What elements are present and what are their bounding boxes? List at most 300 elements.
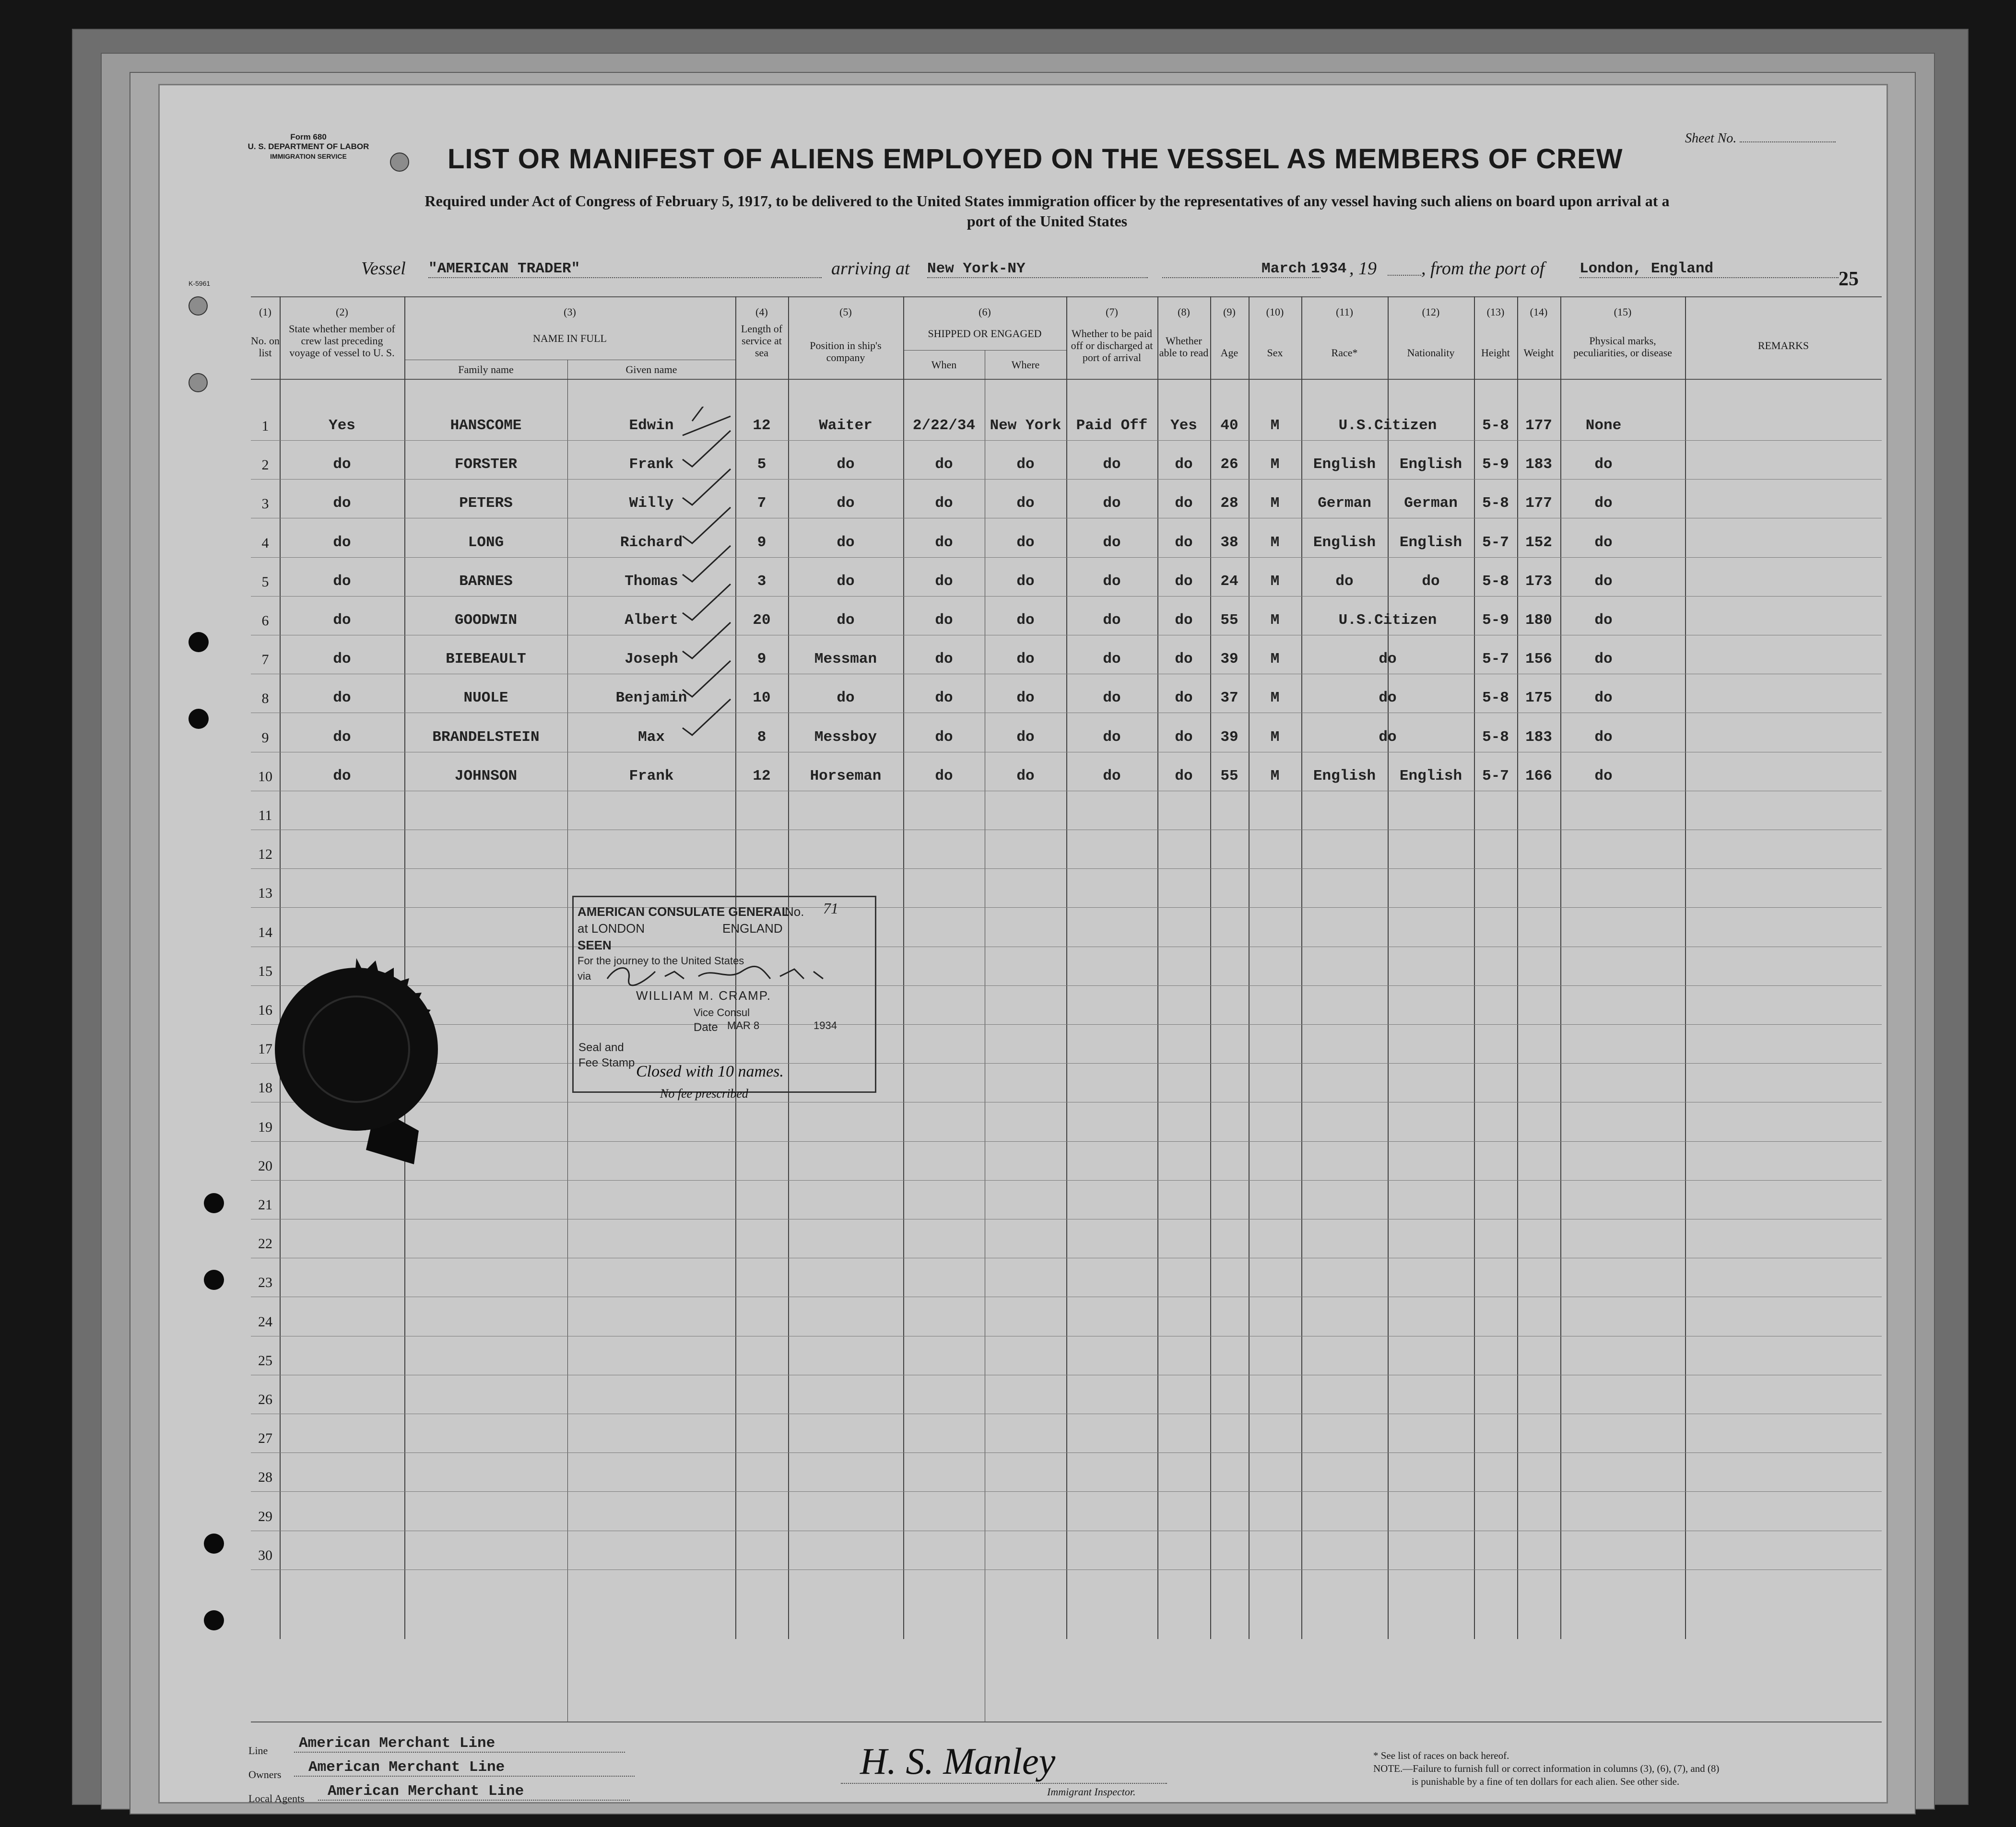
row-rule xyxy=(251,596,1882,597)
cell-height: 5-8 xyxy=(1482,573,1509,590)
cell-sex: M xyxy=(1270,456,1280,473)
cell-race: U.S.Citizen xyxy=(1338,417,1437,434)
owners-value: American Merchant Line xyxy=(294,1759,635,1777)
cell-sex: M xyxy=(1270,728,1280,746)
stamp-country: ENGLAND xyxy=(722,921,783,936)
year-prefix: , 19 xyxy=(1349,258,1377,279)
cell-marks: do xyxy=(1594,573,1613,590)
cell-sex: M xyxy=(1270,767,1280,785)
arrival-port: New York-NY xyxy=(927,260,1148,278)
cell-when: do xyxy=(935,456,953,473)
cell-weight: 173 xyxy=(1525,573,1552,590)
cell-where: do xyxy=(1016,690,1035,707)
cell-height: 5-7 xyxy=(1482,534,1509,551)
given-name-header: Given name xyxy=(625,363,677,375)
cell-race: do xyxy=(1335,573,1354,590)
note-failure: NOTE.—Failure to furnish full or correct information in columns (3), (6), (7), and (8) xyxy=(1373,1763,1720,1774)
line-value: American Merchant Line xyxy=(294,1735,625,1753)
cell-service: 8 xyxy=(757,728,766,746)
cell-given: Albert xyxy=(625,612,678,629)
cell-sex: M xyxy=(1270,612,1280,629)
cell-prev: do xyxy=(333,573,351,590)
cell-sex: M xyxy=(1270,690,1280,707)
handwritten-closed-note: Closed with 10 names. xyxy=(636,1063,784,1080)
cell-when: do xyxy=(935,612,953,629)
cell-position: Messman xyxy=(814,651,877,668)
stamp-seen: SEEN xyxy=(578,938,612,952)
subtitle-line-2: port of the United States xyxy=(967,212,1128,230)
row-number: 21 xyxy=(258,1197,272,1213)
col-4-header: Length of service at sea xyxy=(741,323,783,359)
cell-when: 2/22/34 xyxy=(912,417,976,434)
row-number: 8 xyxy=(261,691,269,707)
cell-family: BRANDELSTEIN xyxy=(432,728,540,746)
col-2-header: State whether member of crew last preceding voyage of vessel to U. S. xyxy=(289,323,395,359)
col-divider xyxy=(567,360,568,1722)
cell-service: 3 xyxy=(757,573,766,590)
binder-hole xyxy=(204,1610,224,1630)
cell-where: do xyxy=(1016,612,1035,629)
col-12-num: (12) xyxy=(1422,306,1440,318)
row-number: 18 xyxy=(258,1080,272,1096)
row-rule xyxy=(251,1063,1882,1064)
col-13-num: (13) xyxy=(1486,306,1505,318)
remarks-header: REMARKS xyxy=(1757,340,1809,351)
col-10-header: Sex xyxy=(1267,347,1283,359)
row-number: 19 xyxy=(258,1119,272,1135)
cell-when: do xyxy=(935,495,953,512)
owners-label: Owners xyxy=(248,1768,282,1780)
cell-race: do xyxy=(1379,651,1397,668)
row-rule xyxy=(251,907,1882,908)
handwritten-fee-note: No fee prescribed xyxy=(660,1087,748,1101)
row-number: 2 xyxy=(261,457,269,473)
cell-sex: M xyxy=(1270,417,1280,434)
cell-height: 5-8 xyxy=(1482,728,1509,746)
cell-when: do xyxy=(935,767,953,785)
row-number: 27 xyxy=(258,1430,272,1447)
cell-paid: do xyxy=(1103,495,1121,512)
cell-sex: M xyxy=(1270,495,1280,512)
cell-prev: do xyxy=(333,534,351,551)
stamp-date-value: MAR 8 xyxy=(727,1019,760,1031)
cell-given: Max xyxy=(638,728,665,746)
row-number: 12 xyxy=(258,846,272,863)
cell-position: Waiter xyxy=(819,417,872,434)
row-rule xyxy=(251,1024,1882,1025)
row-number: 22 xyxy=(258,1236,272,1252)
cell-position: Messboy xyxy=(814,728,877,746)
cell-read: do xyxy=(1175,767,1193,785)
when-header: When xyxy=(931,359,957,371)
form-number: Form 680 xyxy=(290,132,327,141)
cell-where: do xyxy=(1016,495,1035,512)
cell-position: do xyxy=(837,690,855,707)
row-rule xyxy=(251,1180,1882,1181)
cell-race: do xyxy=(1379,690,1397,707)
vessel-name: "AMERICAN TRADER" xyxy=(428,260,822,278)
binder-hole xyxy=(189,373,208,392)
cell-age: 39 xyxy=(1220,728,1238,746)
cell-where: do xyxy=(1016,573,1035,590)
row-rule xyxy=(251,1491,1882,1492)
year-blank xyxy=(1388,275,1421,276)
arriving-label: arriving at xyxy=(831,258,910,279)
cell-service: 9 xyxy=(757,651,766,668)
cell-family: JOHNSON xyxy=(454,767,518,785)
cell-prev: do xyxy=(333,728,351,746)
cell-given: Frank xyxy=(629,767,674,785)
cell-read: do xyxy=(1175,612,1193,629)
cell-nationality: English xyxy=(1399,456,1462,473)
row-rule xyxy=(251,440,1882,441)
cell-family: GOODWIN xyxy=(454,612,518,629)
cell-family: LONG xyxy=(468,534,504,551)
cell-when: do xyxy=(935,573,953,590)
cell-when: do xyxy=(935,690,953,707)
subtitle-line-1: Required under Act of Congress of February 5, 1917, to be delivered to the United States immigration officer by the representatives of any vessel having such aliens on board upon arrival at a xyxy=(424,192,1670,210)
binder-hole xyxy=(390,152,409,172)
cell-paid: do xyxy=(1103,534,1121,551)
cell-read: do xyxy=(1175,534,1193,551)
cell-marks: do xyxy=(1594,612,1613,629)
cell-read: do xyxy=(1175,573,1193,590)
col-3-num: (3) xyxy=(564,306,576,318)
row-number: 20 xyxy=(258,1158,272,1174)
consul-signature xyxy=(602,962,833,988)
cell-family: HANSCOME xyxy=(450,417,522,434)
cell-weight: 166 xyxy=(1525,767,1552,785)
stamp-date-label: Date xyxy=(694,1021,718,1034)
stamp-date-year: 1934 xyxy=(813,1019,837,1031)
cell-race: English xyxy=(1313,767,1376,785)
cell-prev: do xyxy=(333,767,351,785)
sheet-number-label: Sheet No. xyxy=(1685,131,1737,146)
col-14-num: (14) xyxy=(1530,306,1548,318)
stamp-seal-label: Seal and xyxy=(578,1041,624,1054)
manifest-sheet xyxy=(158,84,1888,1804)
cell-family: BIEBEAULT xyxy=(446,651,526,668)
cell-nationality: English xyxy=(1399,534,1462,551)
col-15-header: Physical marks, peculiarities, or disease xyxy=(1573,335,1672,359)
cell-marks: do xyxy=(1594,767,1613,785)
cell-age: 39 xyxy=(1220,651,1238,668)
cell-age: 40 xyxy=(1220,417,1238,434)
from-port: London, England xyxy=(1580,260,1839,278)
wax-seal-icon xyxy=(260,949,481,1179)
cell-given: Benjamin xyxy=(615,690,687,707)
col-13-header: Height xyxy=(1481,347,1510,359)
col-6-num: (6) xyxy=(979,306,991,318)
row-number: 29 xyxy=(258,1508,272,1524)
col-12-header: Nationality xyxy=(1407,347,1455,359)
cell-read: do xyxy=(1175,495,1193,512)
cell-where: do xyxy=(1016,651,1035,668)
cell-prev: do xyxy=(333,651,351,668)
row-rule xyxy=(251,985,1882,986)
binder-hole xyxy=(189,296,208,316)
cell-paid: do xyxy=(1103,651,1121,668)
cell-sex: M xyxy=(1270,573,1280,590)
cell-race: English xyxy=(1313,456,1376,473)
binder-hole xyxy=(204,1270,224,1290)
cell-where: do xyxy=(1016,728,1035,746)
cell-weight: 156 xyxy=(1525,651,1552,668)
cell-race: German xyxy=(1318,495,1371,512)
cell-race: U.S.Citizen xyxy=(1338,612,1437,629)
cell-marks: do xyxy=(1594,456,1613,473)
inspector-label: Immigrant Inspector. xyxy=(1047,1786,1136,1798)
cell-given: Richard xyxy=(620,534,683,551)
footer-notes xyxy=(1373,1749,1805,1788)
cell-where: do xyxy=(1016,534,1035,551)
stock-code: K-5961 xyxy=(189,280,211,287)
cell-read: do xyxy=(1175,728,1193,746)
family-name-header: Family name xyxy=(458,363,514,375)
sheet-page-number: 25 xyxy=(1839,268,1859,290)
row-number: 7 xyxy=(261,652,269,668)
cell-prev: do xyxy=(333,690,351,707)
row-number: 13 xyxy=(258,885,272,902)
col-1-header: No. on list xyxy=(251,335,280,359)
cell-sex: M xyxy=(1270,651,1280,668)
binder-hole xyxy=(204,1534,224,1554)
cell-family: NUOLE xyxy=(463,690,508,707)
stamp-no-value: 71 xyxy=(823,900,838,917)
col-15-num: (15) xyxy=(1614,306,1632,318)
row-number: 25 xyxy=(258,1352,272,1369)
cell-when: do xyxy=(935,728,953,746)
page-title: LIST OR MANIFEST OF ALIENS EMPLOYED ON THE VESSEL AS MEMBERS OF CREW xyxy=(448,143,1623,175)
form-subtitle xyxy=(256,191,1839,231)
row-rule xyxy=(251,868,1882,869)
arrival-year-typed: 1934 xyxy=(1311,260,1347,277)
col-3-header: NAME IN FULL xyxy=(533,332,607,344)
col-5-header: Position in ship's company xyxy=(810,340,882,363)
cell-marks: do xyxy=(1594,690,1613,707)
vessel-label: Vessel xyxy=(361,258,406,279)
row-number: 9 xyxy=(261,729,269,746)
cell-weight: 175 xyxy=(1525,690,1552,707)
cell-prev: do xyxy=(333,456,351,473)
cell-position: do xyxy=(837,456,855,473)
col-5-num: (5) xyxy=(839,306,852,318)
cell-prev: do xyxy=(333,612,351,629)
cell-age: 37 xyxy=(1220,690,1238,707)
cell-age: 26 xyxy=(1220,456,1238,473)
col-7-header: Whether to be paid off or discharged at port of arrival xyxy=(1071,328,1153,363)
col-9-num: (9) xyxy=(1223,306,1236,318)
cell-weight: 152 xyxy=(1525,534,1552,551)
cell-marks: do xyxy=(1594,651,1613,668)
cell-height: 5-9 xyxy=(1482,612,1509,629)
stamp-printed-name: WILLIAM M. CRAMP. xyxy=(636,988,772,1003)
consulate-title: AMERICAN CONSULATE GENERAL xyxy=(578,904,790,919)
agents-value: American Merchant Line xyxy=(318,1783,630,1801)
stamp-journey: For the journey to the United States xyxy=(578,955,744,967)
row-rule xyxy=(251,479,1882,480)
from-port-label: , from the port of xyxy=(1421,258,1545,279)
col-8-num: (8) xyxy=(1178,306,1190,318)
col-2-num: (2) xyxy=(336,306,348,318)
stamp-fee-label: Fee Stamp xyxy=(578,1056,635,1069)
inspector-signature-text: H. S. Manley xyxy=(860,1740,1056,1782)
cell-weight: 180 xyxy=(1525,612,1552,629)
cell-age: 55 xyxy=(1220,767,1238,785)
cell-height: 5-8 xyxy=(1482,495,1509,512)
cell-position: Horseman xyxy=(810,767,882,785)
row-number: 23 xyxy=(258,1275,272,1291)
row-number: 10 xyxy=(258,768,272,785)
cell-where: New York xyxy=(990,417,1061,434)
cell-position: do xyxy=(837,534,855,551)
department-name: U. S. DEPARTMENT OF LABOR xyxy=(248,142,369,151)
cell-weight: 183 xyxy=(1525,728,1552,746)
binder-hole xyxy=(189,632,209,652)
col-10-num: (10) xyxy=(1266,306,1284,318)
cell-where: do xyxy=(1016,767,1035,785)
cell-paid: do xyxy=(1103,767,1121,785)
binder-hole xyxy=(189,709,209,729)
cell-service: 20 xyxy=(753,612,771,629)
col-6-header: SHIPPED OR ENGAGED xyxy=(928,328,1042,340)
cell-read: do xyxy=(1175,690,1193,707)
row-rule xyxy=(251,1141,1882,1142)
service-name: IMMIGRATION SERVICE xyxy=(270,152,347,160)
row-number: 4 xyxy=(261,535,269,551)
row-number: 1 xyxy=(261,418,269,434)
cell-given: Frank xyxy=(629,456,674,473)
row-number: 28 xyxy=(258,1469,272,1486)
cell-given: Thomas xyxy=(625,573,678,590)
cell-paid: do xyxy=(1103,456,1121,473)
cell-prev: Yes xyxy=(329,417,355,434)
check-marks xyxy=(663,407,740,771)
cell-paid: do xyxy=(1103,690,1121,707)
col-11-num: (11) xyxy=(1336,306,1353,318)
col-4-num: (4) xyxy=(755,306,768,318)
cell-service: 7 xyxy=(757,495,766,512)
cell-given: Edwin xyxy=(629,417,674,434)
cell-weight: 177 xyxy=(1525,495,1552,512)
cell-marks: do xyxy=(1594,728,1613,746)
cell-race: do xyxy=(1379,728,1397,746)
cell-service: 12 xyxy=(753,417,771,434)
arrival-date: March xyxy=(1162,260,1320,278)
cell-paid: do xyxy=(1103,728,1121,746)
inspector-signature xyxy=(841,1740,1167,1784)
cell-read: do xyxy=(1175,456,1193,473)
cell-when: do xyxy=(935,534,953,551)
cell-age: 38 xyxy=(1220,534,1238,551)
cell-nationality: German xyxy=(1404,495,1458,512)
row-number: 24 xyxy=(258,1313,272,1330)
row-number: 11 xyxy=(258,808,272,823)
cell-height: 5-7 xyxy=(1482,651,1509,668)
row-number: 26 xyxy=(258,1392,272,1407)
cell-weight: 183 xyxy=(1525,456,1552,473)
cell-race: English xyxy=(1313,534,1376,551)
cell-sex: M xyxy=(1270,534,1280,551)
row-number: 17 xyxy=(258,1041,272,1057)
cell-paid: do xyxy=(1103,612,1121,629)
stamp-no-label: No. xyxy=(785,904,804,919)
col-14-header: Weight xyxy=(1523,347,1554,359)
cell-height: 5-7 xyxy=(1482,767,1509,785)
cell-paid: do xyxy=(1103,573,1121,590)
cell-age: 28 xyxy=(1220,495,1238,512)
cell-read: Yes xyxy=(1170,417,1197,434)
cell-nationality: do xyxy=(1422,573,1440,590)
col-divider xyxy=(1685,296,1686,1639)
note-fine: is punishable by a fine of ten dollars for each alien. See other side. xyxy=(1412,1776,1680,1787)
col-8-header: Whether able to read xyxy=(1159,335,1209,359)
row-number: 16 xyxy=(258,1002,272,1018)
form-header-block xyxy=(236,132,380,161)
row-number: 5 xyxy=(261,574,269,590)
cell-weight: 177 xyxy=(1525,417,1552,434)
agents-label: Local Agents xyxy=(248,1792,305,1804)
row-number: 15 xyxy=(258,963,272,979)
cell-given: Willy xyxy=(629,495,674,512)
cell-family: FORSTER xyxy=(454,456,518,473)
stamp-at-label: at LONDON xyxy=(578,921,645,936)
col-7-num: (7) xyxy=(1106,306,1118,318)
binder-hole xyxy=(204,1193,224,1213)
col-11-header: Race* xyxy=(1331,347,1358,359)
cell-position: do xyxy=(837,612,855,629)
cell-marks: None xyxy=(1585,417,1622,434)
cell-height: 5-8 xyxy=(1482,690,1509,707)
cell-when: do xyxy=(935,651,953,668)
cell-paid: Paid Off xyxy=(1076,417,1148,434)
cell-age: 24 xyxy=(1220,573,1238,590)
col-9-header: Age xyxy=(1220,347,1238,359)
col-1-num: (1) xyxy=(259,306,271,318)
row-number: 3 xyxy=(261,496,269,512)
cell-service: 5 xyxy=(757,456,766,473)
consulate-stamp xyxy=(572,896,876,1101)
cell-service: 9 xyxy=(757,534,766,551)
cell-given: Joseph xyxy=(625,651,678,668)
cell-family: BARNES xyxy=(459,573,513,590)
cell-service: 12 xyxy=(753,767,771,785)
stamp-via: via xyxy=(578,970,591,982)
row-number: 6 xyxy=(261,613,269,629)
cell-marks: do xyxy=(1594,495,1613,512)
cell-where: do xyxy=(1016,456,1035,473)
cell-height: 5-8 xyxy=(1482,417,1509,434)
cell-age: 55 xyxy=(1220,612,1238,629)
row-number: 30 xyxy=(258,1547,272,1563)
cell-read: do xyxy=(1175,651,1193,668)
cell-position: do xyxy=(837,495,855,512)
row-number: 14 xyxy=(258,924,272,940)
row-rule xyxy=(251,557,1882,558)
cell-nationality: English xyxy=(1399,767,1462,785)
cell-position: do xyxy=(837,573,855,590)
row-rule xyxy=(251,1452,1882,1453)
cell-family: PETERS xyxy=(459,495,513,512)
cell-marks: do xyxy=(1594,534,1613,551)
sheet-number-field xyxy=(1685,131,1836,146)
cell-height: 5-9 xyxy=(1482,456,1509,473)
cell-service: 10 xyxy=(753,690,771,707)
stamp-vice-consul: Vice Consul xyxy=(694,1007,750,1019)
line-label: Line xyxy=(248,1745,268,1757)
note-races: * See list of races on back hereof. xyxy=(1373,1750,1509,1761)
cell-prev: do xyxy=(333,495,351,512)
